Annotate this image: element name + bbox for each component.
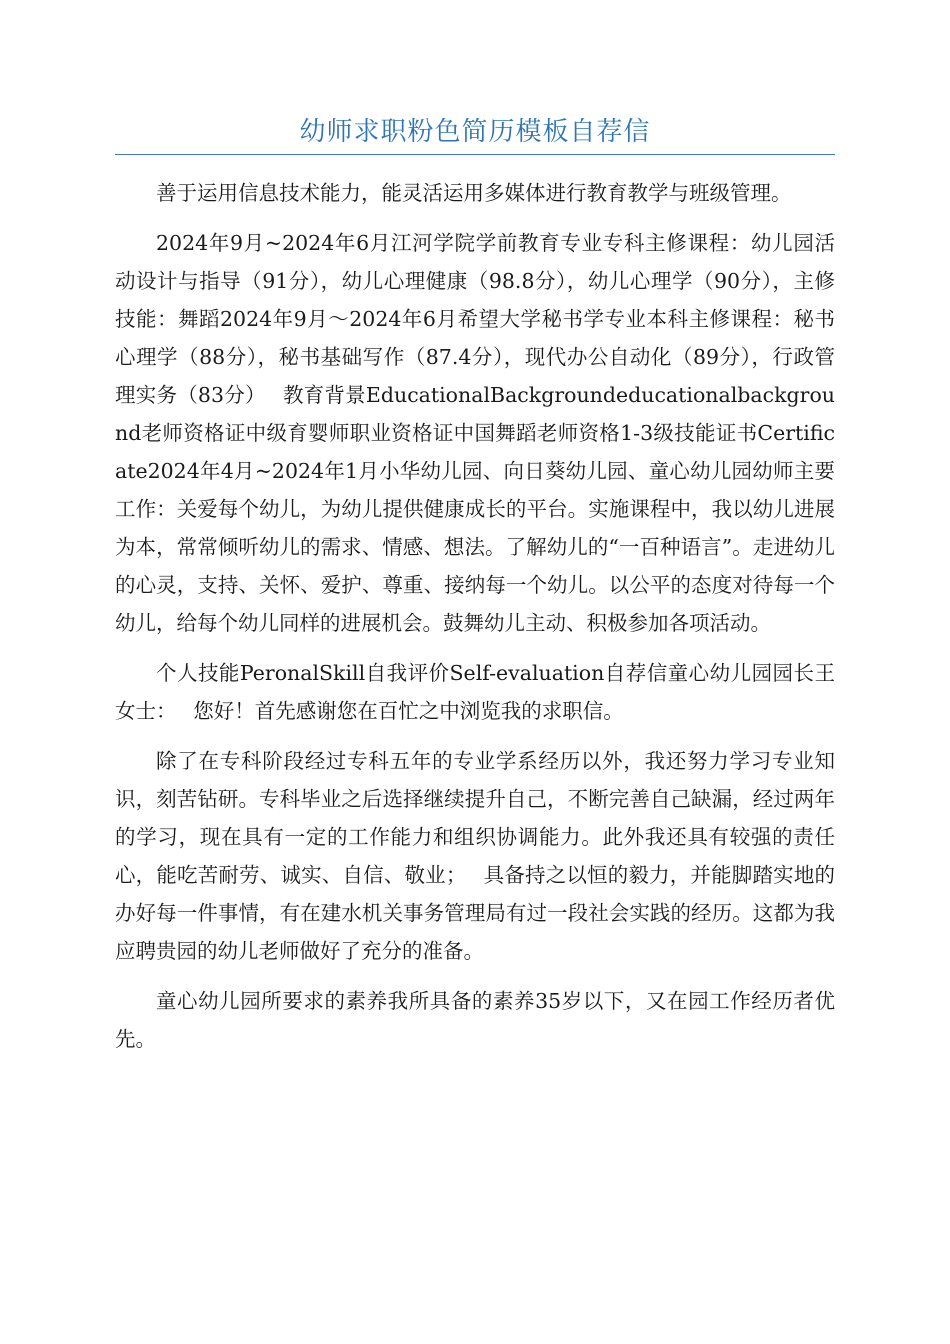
paragraph-5: 童心幼儿园所要求的素养我所具备的素养35岁以下，又在园工作经历者优先。 (115, 989, 835, 1051)
paragraph-2: 2024年9月~2024年6月江河学院学前教育专业专科主修课程：幼儿园活动设计与指导（91分），幼儿心理健康（98.8分），幼儿心理学（90分），主修技能：舞蹈2024年9月～2024年6月希望大学秘书学专业本科主修课程：秘书心理学（88分），秘书基础写作（87.4分），现代办公自动化（89分），行政管理实务（83分） 教育背景EducationalBackgroundeducationalbackground老师资格证中级育婴师职业资格证中国舞蹈老师资格1-3级技能证书Certificate2024年4月~2024年1月小华幼儿园、向日葵幼儿园、童心幼儿园幼师主要工作：关爱每个幼儿，为幼儿提供健康成长的平台。实施课程中，我以幼儿进展为本，常常倾听幼儿的需求、情感、想法。了解幼儿的“一百种语言”。走进幼儿的心灵，支持、关怀、爱护、尊重、接纳每一个幼儿。以公平的态度对待每一个幼儿，给每个幼儿同样的进展机会。鼓舞幼儿主动、积极参加各项活动。 (115, 231, 835, 635)
document-title: 幼师求职粉色简历模板自荐信 (299, 117, 651, 147)
title-underline (115, 154, 835, 155)
paragraph-3: 个人技能PeronalSkill自我评价Self-evaluation自荐信童心幼儿园园长王女士： 您好！首先感谢您在百忙之中浏览我的求职信。 (115, 661, 835, 723)
paragraph-1: 善于运用信息技术能力，能灵活运用多媒体进行教育教学与班级管理。 (156, 181, 792, 205)
document-body (115, 174, 835, 1070)
paragraph-4: 除了在专科阶段经过专科五年的专业学系经历以外，我还努力学习专业知识，刻苦钻研。专科毕业之后选择继续提升自己，不断完善自己缺漏，经过两年的学习，现在具有一定的工作能力和组织协调能力。此外我还具有较强的责任心，能吃苦耐劳、诚实、自信、敬业； 具备持之以恒的毅力，并能脚踏实地的办好每一件事情，有在建水机关事务管理局有过一段社会实践的经历。这都为我应聘贵园的幼儿老师做好了充分的准备。 (115, 749, 835, 963)
